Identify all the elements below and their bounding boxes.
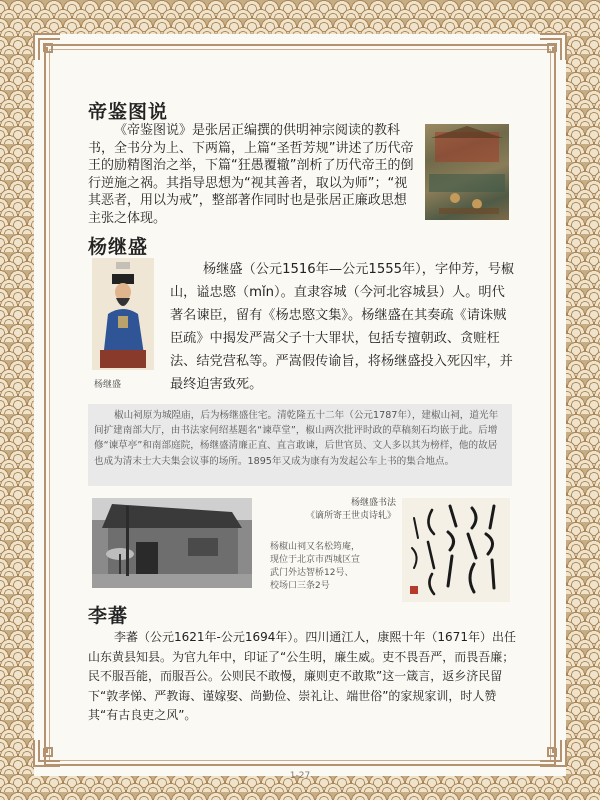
yang-jisheng-portrait-image [92,258,154,370]
calligraphy-image [402,498,510,602]
section-body: 杨继盛（公元1516年—公元1555年），字仲芳，号椒山，谥忠愍（mǐn）。直隶容城（今河北容城县）人。明代著名谏臣，留有《杨忠愍文集》。杨继盛在其奏疏《请诛贼臣疏》中揭发严嵩父子十大罪状，包括专擅朝政、贪赃枉法、结党营私等。严嵩假传谕旨，将杨继盛投入死囚牢，并最终迫害致死。 [170,262,515,392]
emperor-painting-image [425,124,509,220]
corner-ornament-icon [32,738,62,768]
section-title [88,97,168,124]
temple-photo-image [92,498,252,588]
photo-caption: 杨椒山祠又名松筠庵，现位于北京市西城区宣武门外达智桥12号、校场口三条2号 [270,542,361,591]
section-body: 李蕃（公元1621年-公元1694年）。四川通江人，康熙十年（1671年）出任山东黄县知县。为官九年中，印证了“公生明，廉生威。吏不畏吾严，而畏吾廉；民不服吾能，而服吾公。公则民不敢慢，廉则吏不敢欺”这一箴言，返乡济民留下“敦孝悌、严教诲、谨嫁娶、尚勤俭、崇礼让、端世俗”的家规家训，时人赞其“有古良吏之风”。 [88,630,516,722]
corner-ornament-icon [538,738,568,768]
calligraphy-caption [278,497,396,523]
portrait-caption: 杨继盛 [94,380,122,390]
calligraphy-caption-line: 《谪所寄王世贞诗轧》 [305,511,396,521]
section-title-text: 杨继盛 [88,236,149,258]
section-body: 《帝鉴图说》是张居正编撰的供明神宗阅读的教科书，全书分为上、下两篇，上篇“圣哲芳规”讲述了历代帝王的励精图治之举，下篇“狂愚覆辙”剖析了历代帝王的倒行逆施之祸。其指导思想为“视其善者，取以为师”；“视其恶者，用以为戒”，整部著作同时也是张居正廉政思想主张之体现。 [88,123,414,226]
section-title-text: 李蕃 [88,605,129,627]
info-box: 椒山祠原为城隍庙，后为杨继盛住宅。清乾隆五十二年（公元1787年），建椒山祠，道光年间扩建南部大厅，由书法家何绍基题名“谏草堂”，椒山两次批评时政的草稿刻石均嵌于此。后增修“谏草亭”和南部庭院，杨继盛清廉正直、直言敢谏，后世官员、文人多以其为榜样，他的故居也成为清末士大夫集会议事的场所。1895年又成为康有为发起公车上书的集合地点。 [88,404,512,486]
corner-ornament-icon [538,32,568,62]
page-number: 1-27 [289,771,311,781]
section-title-text: 帝鉴图说 [88,101,169,123]
corner-ornament-icon [32,32,62,62]
section-title [88,601,128,628]
calligraphy-caption-line: 杨继盛书法 [350,498,396,508]
section-title [88,232,148,259]
